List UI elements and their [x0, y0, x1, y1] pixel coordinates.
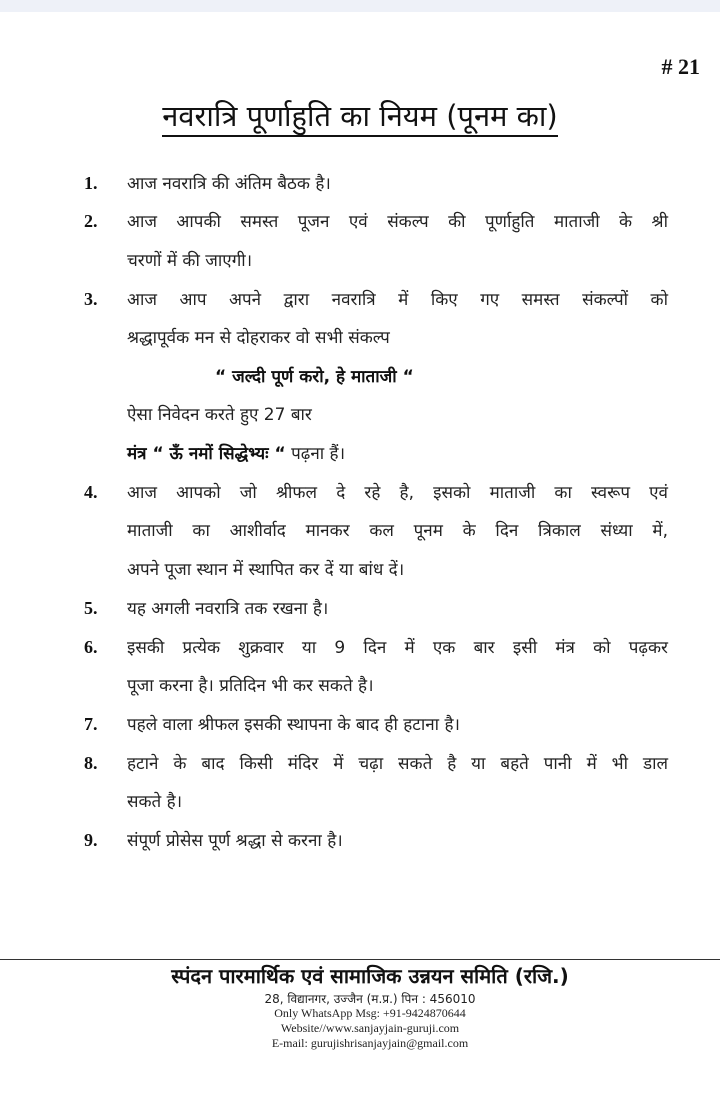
item-text: चरणों में की जाएगी।	[127, 251, 253, 271]
item-text: आज आप अपने द्वारा नवरात्रि में किए गए समस्त संकल्पों को	[127, 290, 668, 310]
item-number: 4.	[84, 482, 98, 502]
item-text: माताजी का आशीर्वाद मानकर कल पूनम के दिन त्रिकाल संध्या में,	[127, 521, 668, 541]
top-strip	[0, 0, 720, 12]
item-number: 9.	[84, 830, 98, 850]
item-text: इसकी प्रत्येक शुक्रवार या 9 दिन में एक बार इसी मंत्र को पढ़कर	[127, 638, 668, 658]
item-text: यह अगली नवरात्रि तक रखना है।	[127, 599, 329, 619]
footer-website: Website//www.sanjayjain-guruji.com	[280, 1021, 460, 1035]
item-number: 3.	[84, 289, 98, 309]
item-text: अपने पूजा स्थान में स्थापित कर दें या बांध दें।	[127, 560, 405, 580]
item-number: 7.	[84, 714, 98, 734]
footer-divider	[0, 959, 720, 960]
footer-email: E-mail: gurujishrisanjayjain@gmail.com	[271, 1036, 469, 1050]
item-number: 2.	[84, 211, 98, 231]
item-number: 1.	[84, 173, 98, 193]
page-title	[0, 96, 720, 135]
footer-org-name: स्पंदन पारमार्थिक एवं सामाजिक उन्नयन समिति (रजि.)	[171, 964, 569, 988]
item-text: पहले वाला श्रीफल इसकी स्थापना के बाद ही हटाना है।	[127, 715, 460, 735]
mantra-bold: मंत्र “ ऊँ नमों सिद्धेभ्यः “	[127, 444, 286, 464]
mantra-line	[127, 441, 668, 464]
item-text: श्रद्धापूर्वक मन से दोहराकर वो सभी संकल्प	[127, 328, 390, 348]
item-text: आज आपकी समस्त पूजन एवं संकल्प की पूर्णाहुति माताजी के श्री	[127, 212, 668, 232]
item-text: आज नवरात्रि की अंतिम बैठक है।	[127, 174, 331, 194]
item-text: संपूर्ण प्रोसेस पूर्ण श्रद्धा से करना है।	[127, 831, 343, 851]
quote-line: “ जल्दी पूर्ण करो, हे माताजी “	[215, 367, 414, 387]
item-number: 5.	[84, 598, 98, 618]
item-text: सकते है।	[127, 792, 183, 812]
footer-address: 28, विद्यानगर, उज्जैन (म.प्र.) पिन : 456010	[264, 992, 476, 1006]
footer-whatsapp: Only WhatsApp Msg: +91-9424870644	[274, 1006, 466, 1020]
item-text: हटाने के बाद किसी मंदिर में चढ़ा सकते है या बहते पानी में भी डाल	[127, 754, 668, 774]
item-text: ऐसा निवेदन करते हुए 27 बार	[127, 405, 312, 425]
item-text: पूजा करना है। प्रतिदिन भी कर सकते है।	[127, 676, 374, 696]
item-text: आज आपको जो श्रीफल दे रहे है, इसको माताजी का स्वरूप एवं	[127, 483, 668, 503]
item-number: 6.	[84, 637, 98, 657]
page-title-text: नवरात्रि पूर्णाहुति का नियम (पूनम का)	[162, 99, 557, 137]
mantra-rest: पढ़ना हैं।	[285, 444, 346, 464]
page-number: # 21	[661, 54, 700, 79]
item-number: 8.	[84, 753, 98, 773]
